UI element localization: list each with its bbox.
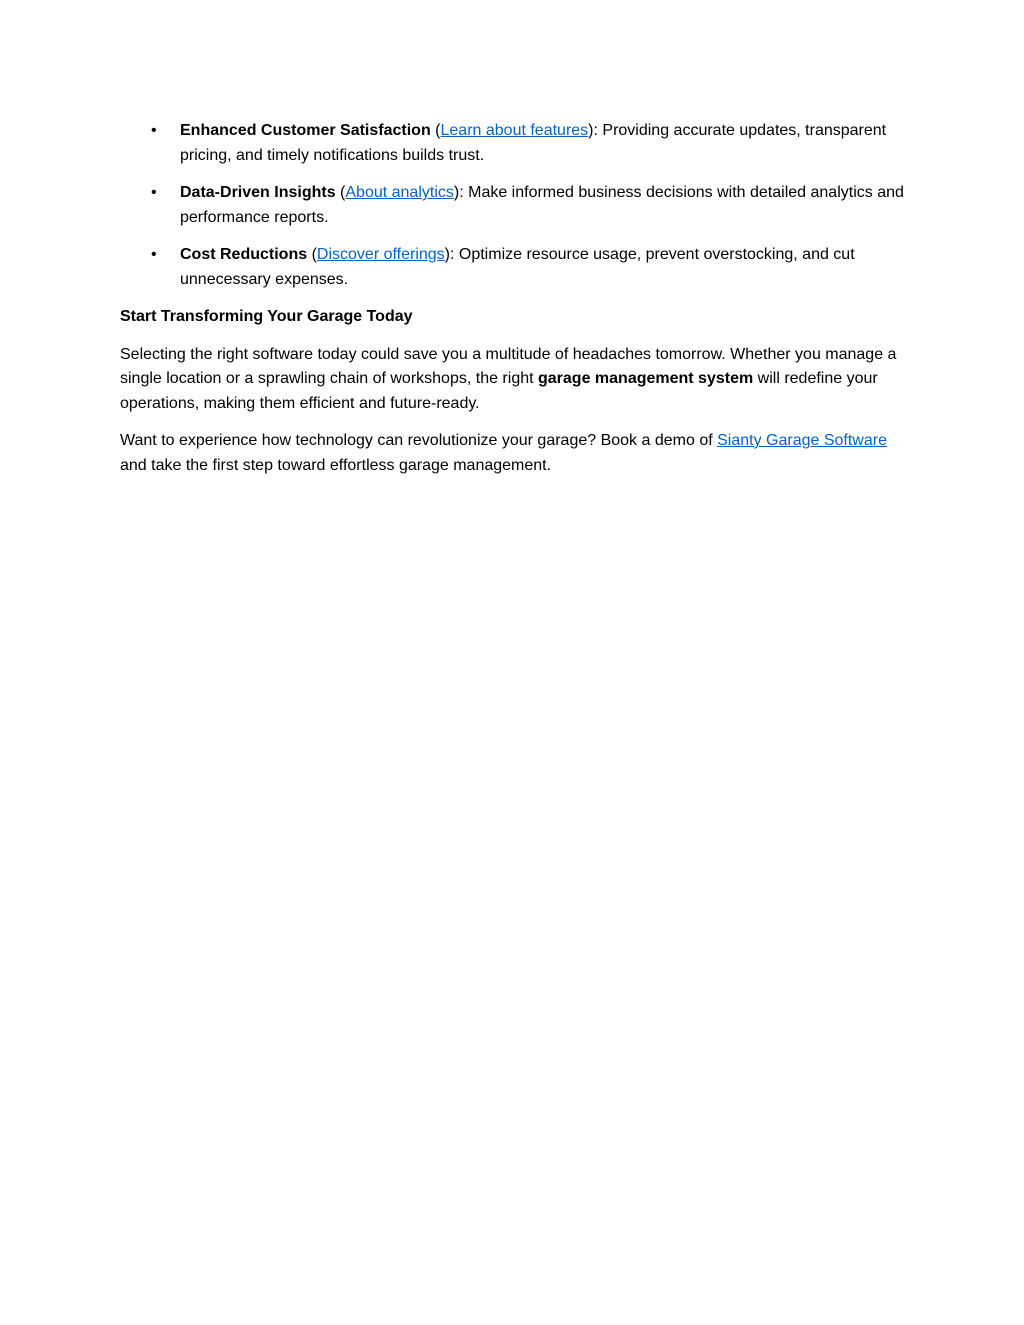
bullet-icon: • — [151, 246, 157, 263]
paragraph-text: and take the first step toward effortless garage management. — [120, 456, 552, 474]
discover-offerings-link[interactable]: Discover offerings — [316, 246, 445, 263]
benefits-list — [120, 119, 910, 292]
bullet-paren: ( — [430, 122, 441, 139]
bullet-title: Cost Reductions — [180, 246, 308, 263]
bullet-icon: • — [151, 184, 157, 201]
about-analytics-link[interactable]: About analytics — [345, 184, 454, 201]
list-item — [120, 243, 910, 292]
bullet-text: ): Make informed business decisions with detailed analytics and performance reports. — [180, 184, 904, 226]
list-item — [120, 181, 910, 230]
section-heading: Start Transforming Your Garage Today — [120, 308, 413, 325]
bullet-title: Data-Driven Insights — [180, 184, 336, 201]
bullet-title: Enhanced Customer Satisfaction — [180, 122, 431, 139]
list-item — [120, 119, 910, 168]
paragraph-text: will redefine your operations, making them efficient and future-ready. — [120, 370, 878, 412]
paragraph-cta — [120, 429, 910, 478]
paragraph-text: Want to experience how technology can revolutionize your garage? Book a demo of — [120, 432, 718, 449]
paragraph-text: Selecting the right software today could save you a multitude of headaches tomorrow. Whether you manage a single location or a sprawling chain of workshops, the right — [120, 345, 897, 387]
document-content — [120, 119, 910, 491]
bullet-paren: ( — [307, 246, 317, 263]
bullet-text: ): Optimize resource usage, prevent overstocking, and cut unnecessary expenses. — [180, 246, 855, 288]
sianty-garage-software-link[interactable]: Sianty Garage Software — [717, 432, 887, 449]
bullet-text: ): Providing accurate updates, transparent pricing, and timely notifications builds trust. — [180, 122, 887, 164]
bullet-icon: • — [151, 122, 157, 139]
bullet-paren: ( — [335, 184, 346, 201]
paragraph-intro — [120, 343, 910, 417]
paragraph-bold-text: garage management system — [538, 370, 754, 387]
learn-about-features-link[interactable]: Learn about features — [440, 122, 589, 139]
